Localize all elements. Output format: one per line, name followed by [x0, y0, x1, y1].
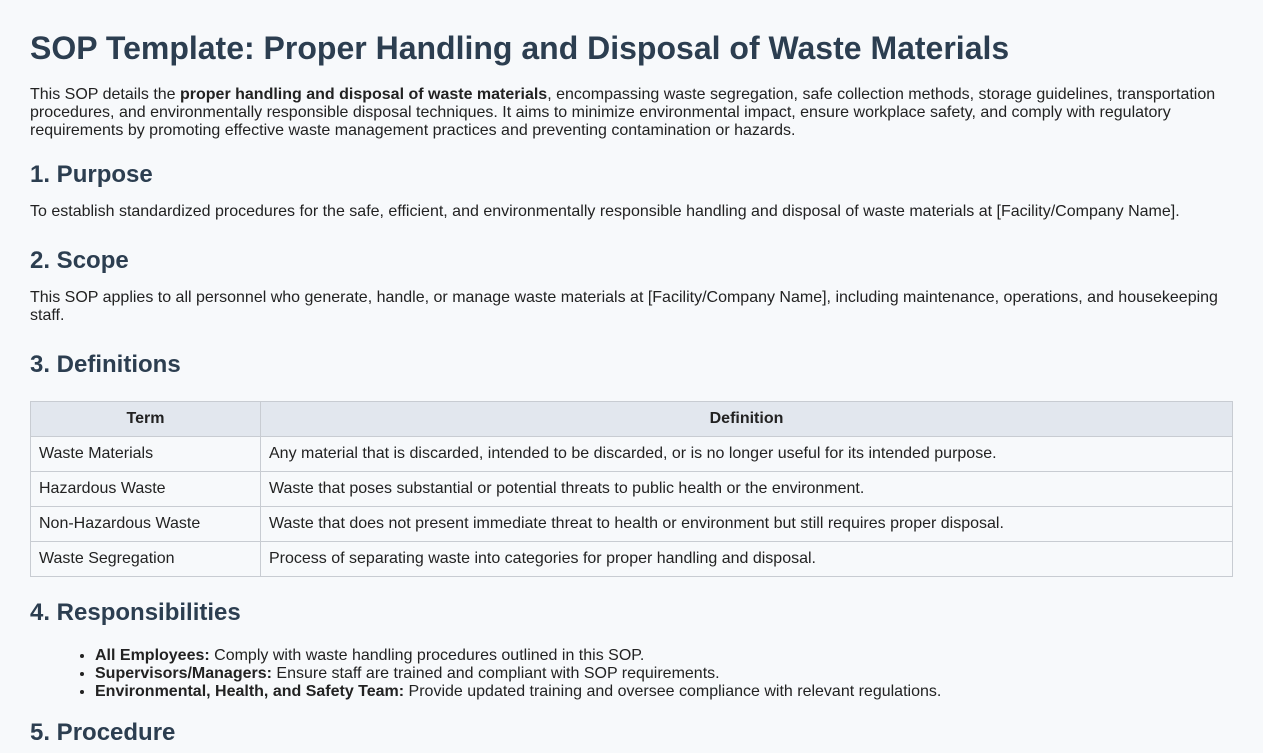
- list-item: [95, 683, 1233, 701]
- scope-heading: 2. Scope: [30, 247, 129, 274]
- table-header-row: [31, 402, 1233, 437]
- page-title: SOP Template: Proper Handling and Disposal of Waste Materials: [30, 30, 1010, 66]
- intro-text-end: , encompassing waste segregation, safe collection methods, storage guidelines, transportation procedures, and environmentally responsible disposal techniques. It aims to minimize environmental impact, ensure workplace safety, and comply with regulatory requirements by promoting effective waste management practices and preventing contamination or hazards.: [30, 86, 1216, 139]
- term-cell: Waste Segregation: [31, 542, 261, 577]
- definition-cell: Process of separating waste into categories for proper handling and disposal.: [261, 542, 1233, 577]
- table-row: [31, 542, 1233, 577]
- definitions-table: [30, 401, 1233, 577]
- intro-text-start: This SOP details the: [30, 86, 180, 103]
- term-cell: Non-Hazardous Waste: [31, 507, 261, 542]
- responsibilities-list: [30, 647, 1233, 701]
- purpose-heading: 1. Purpose: [30, 161, 153, 188]
- role-description: Provide updated training and oversee compliance with relevant regulations.: [404, 683, 942, 700]
- term-column-header: Term: [31, 402, 261, 437]
- role-description: Comply with waste handling procedures outlined in this SOP.: [209, 647, 645, 664]
- role-label: Supervisors/Managers:: [95, 665, 272, 682]
- table-row: [31, 472, 1233, 507]
- list-item: [95, 665, 1233, 683]
- procedure-heading: 5. Procedure: [30, 719, 176, 746]
- definition-cell: Any material that is discarded, intended to be discarded, or is no longer useful for its intended purpose.: [261, 437, 1233, 472]
- definitions-heading: 3. Definitions: [30, 351, 181, 378]
- role-label: Environmental, Health, and Safety Team:: [95, 683, 405, 700]
- responsibilities-heading: 4. Responsibilities: [30, 599, 241, 626]
- intro-text-bold: proper handling and disposal of waste materials: [180, 86, 548, 103]
- purpose-text: To establish standardized procedures for the safe, efficient, and environmentally responsible handling and disposal of waste materials at [Facility/Company Name].: [30, 203, 1180, 220]
- term-cell: Waste Materials: [31, 437, 261, 472]
- term-cell: Hazardous Waste: [31, 472, 261, 507]
- definition-cell: Waste that does not present immediate threat to health or environment but still requires proper disposal.: [261, 507, 1233, 542]
- intro-paragraph: [30, 86, 1233, 140]
- role-description: Ensure staff are trained and compliant with SOP requirements.: [271, 665, 720, 682]
- definition-column-header: Definition: [261, 402, 1233, 437]
- document-page: [0, 29, 1263, 747]
- table-row: [31, 437, 1233, 472]
- scope-text: This SOP applies to all personnel who generate, handle, or manage waste materials at [Facility/Company Name], including maintenance, operations, and housekeeping staff.: [30, 289, 1218, 324]
- definition-cell: Waste that poses substantial or potential threats to public health or the environment.: [261, 472, 1233, 507]
- role-label: All Employees:: [95, 647, 210, 664]
- table-row: [31, 507, 1233, 542]
- list-item: [95, 647, 1233, 665]
